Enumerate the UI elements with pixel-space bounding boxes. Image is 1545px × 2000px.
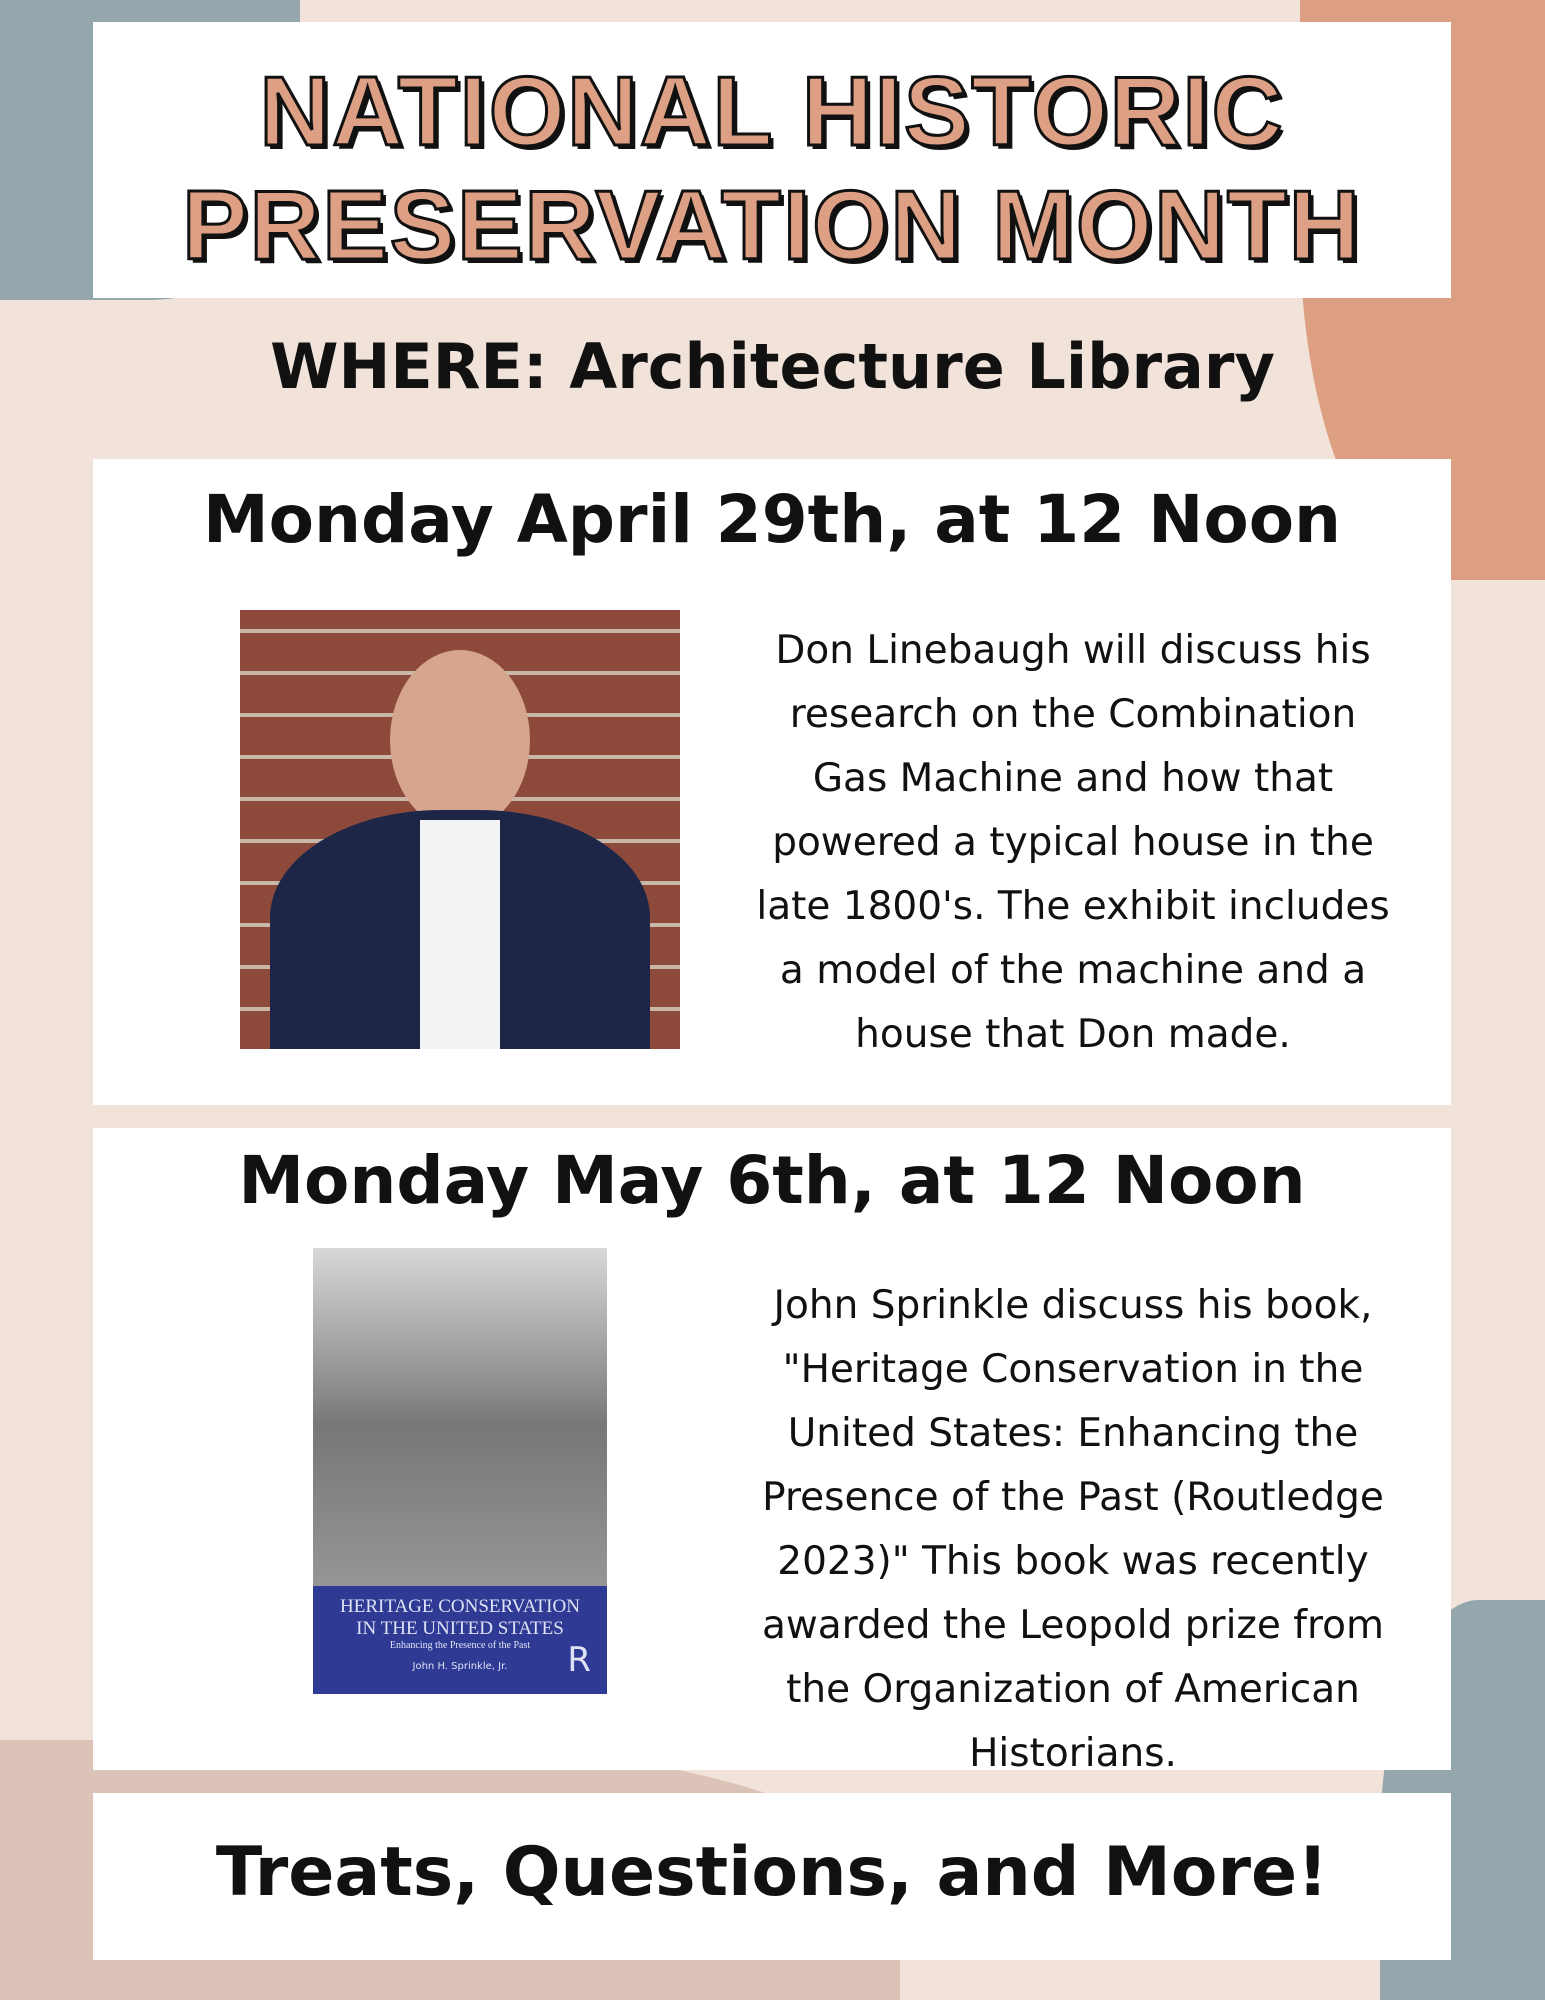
book-title: IN THE UNITED STATES — [356, 1618, 564, 1639]
book-author: John H. Sprinkle, Jr. — [412, 1661, 508, 1672]
desc-line: United States: Enhancing the — [787, 1411, 1359, 1456]
book-cover — [313, 1248, 607, 1694]
title-line-2: PRESERVATION MONTH — [182, 170, 1362, 280]
footer-text: Treats, Questions, and More! — [215, 1833, 1329, 1912]
desc-line: late 1800's. The exhibit includes — [756, 884, 1390, 929]
desc-line: Presence of the Past (Routledge — [762, 1475, 1384, 1520]
footer-panel — [93, 1793, 1451, 1960]
book-subtitle: Enhancing the Presence of the Past — [389, 1640, 531, 1651]
desc-line: Gas Machine and how that — [812, 756, 1334, 801]
event-2-heading: Monday May 6th, at 12 Noon — [238, 1142, 1306, 1219]
desc-line: research on the Combination — [789, 692, 1357, 737]
book-title: HERITAGE CONSERVATION — [340, 1596, 580, 1617]
title-panel — [93, 22, 1451, 298]
desc-line: the Organization of American — [786, 1667, 1360, 1712]
location: WHERE: Architecture Library — [270, 330, 1275, 403]
desc-line: Don Linebaugh will discuss his — [775, 628, 1371, 673]
desc-line: a model of the machine and a — [779, 948, 1367, 993]
title-line-1: NATIONAL HISTORIC — [259, 56, 1285, 166]
desc-line: 2023)" This book was recently — [777, 1539, 1369, 1584]
book-cover-band — [313, 1586, 607, 1694]
event-2-panel — [93, 1128, 1451, 1776]
event-2-description — [733, 1274, 1413, 1786]
desc-line: John Sprinkle discuss his book, — [773, 1283, 1373, 1328]
event-1-description — [733, 619, 1413, 1067]
desc-line: powered a typical house in the — [772, 820, 1374, 865]
desc-line: awarded the Leopold prize from — [761, 1603, 1385, 1648]
speaker-photo — [240, 610, 680, 1049]
desc-line: Historians. — [969, 1731, 1177, 1776]
event-1-heading: Monday April 29th, at 12 Noon — [202, 481, 1342, 558]
publisher-logo: R — [567, 1640, 591, 1680]
desc-line: "Heritage Conservation in the — [782, 1347, 1364, 1392]
event-1-panel — [93, 459, 1451, 1105]
desc-line: house that Don made. — [855, 1012, 1291, 1057]
